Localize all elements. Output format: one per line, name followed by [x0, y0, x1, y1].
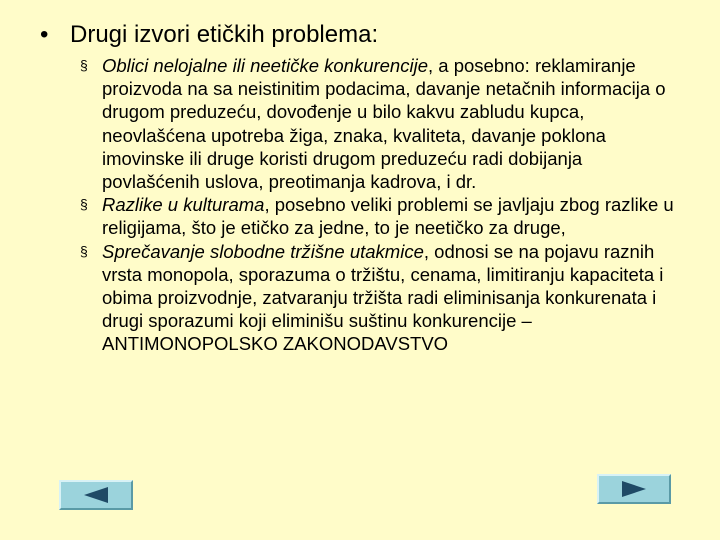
item-text: , a posebno: reklamiranje proizvoda na sa neistinitim podacima, davanje netačnih informacija o drugom preduzeću, dovođenje u bilo kakvu zabludu kupca, neovlašćena upotreba žiga, znaka, kvaliteta, davanje poklona imovinske ili druge koristi drugom preduzeću radi dobijanja povlašćenih uslova, preotimanja kadrova, i dr. [102, 55, 666, 193]
item-lead: Oblici nelojalne ili neetičke konkurencije [102, 55, 428, 76]
item-lead: Razlike u kulturama [102, 194, 265, 216]
bullet-marker: § [80, 242, 88, 259]
previous-slide-button[interactable] [59, 480, 133, 510]
triangle-right-icon [619, 479, 649, 499]
slide-heading [40, 20, 378, 50]
bullet-marker: § [80, 57, 88, 73]
list-item [80, 54, 680, 193]
list-item [80, 193, 680, 239]
list-item [80, 240, 680, 356]
bullet-marker: § [80, 196, 88, 213]
heading-text: Drugi izvori etičkih problema: [70, 21, 379, 48]
sub-bullet-list [80, 54, 680, 356]
item-text: , odnosi se na pojavu raznih vrsta monopola, sporazuma o tržištu, cenama, limitiranju kapaciteta i obima proizvodnje, zatvaranju tržišta radi eliminisanja konkurenata i drugi sporazumi koji eliminišu suštinu konkurencije – ANTIMONOPOLSKO ZAKONODAVSTVO [102, 240, 664, 355]
next-slide-button[interactable] [597, 474, 671, 504]
item-text: , posebno veliki problemi se javljaju zbog razlike u religijama, što je etičko za jedne, to je neetičko za druge, [102, 194, 674, 239]
triangle-left-icon [81, 485, 111, 505]
heading-bullet: • [40, 21, 49, 48]
item-lead: Sprečavanje slobodne tržišne utakmice [102, 240, 424, 262]
